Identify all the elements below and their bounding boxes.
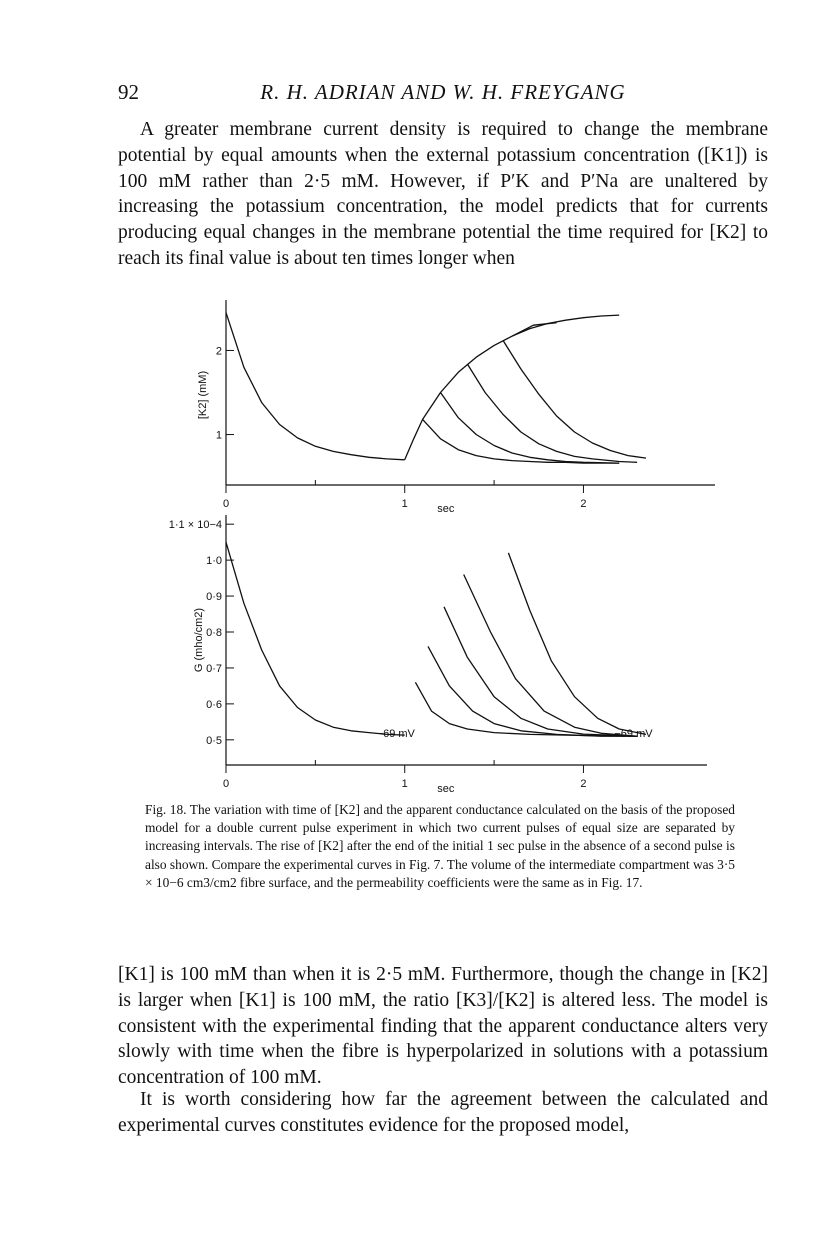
bottom-series-line — [226, 542, 405, 735]
figure-caption: Fig. 18. The variation with time of [K2] and the apparent conductance calculated on the basis of the proposed model for a double current pulse experiment in which two current pulses of equal size are separated by increasing intervals. The rise of [K2] after the end of the initial 1 sec pulse in the absence of a second pulse is also shown. Compare the experimental curves in Fig. 7. The volume of the intermediate compartment was 3·5 × 10−6 cm3/cm2 fibre surface, and the permeability coefficients were the same as in Fig. 17. — [145, 802, 735, 890]
top-x-tick-label: 1 — [401, 498, 408, 510]
bottom-y-tick-label: 1·1 × 10−4 — [168, 519, 222, 532]
figure-18 — [140, 295, 740, 795]
top-x-tick-label: 2 — [580, 498, 587, 510]
top-series-line — [503, 340, 646, 458]
page-number: 92 — [118, 80, 139, 104]
top-x-axis-label: sec — [437, 503, 455, 515]
bottom-y-axis-label: G (mho/cm2) — [193, 607, 205, 673]
figure-18-chart — [140, 295, 740, 795]
page-header — [118, 80, 768, 110]
top-series-line — [467, 364, 637, 462]
top-series-line — [405, 315, 620, 460]
bottom-series-line — [444, 607, 637, 736]
bottom-x-tick-label: 0 — [222, 778, 230, 790]
paragraph-1: A greater membrane current density is required to change the membrane potential by equal amounts when the external potassium concentration ([K1]) is 100 mM rather than 2·5 mM. However, if P′K and P′Na are unaltered by increasing the potassium concentration, the model predicts that for currents producing equal changes in the membrane potential the time required for [K2] to reach its final value is about ten times longer when — [118, 119, 768, 269]
bottom-x-tick-label: 1 — [401, 778, 408, 790]
bottom-y-tick-label: 0·7 — [206, 662, 222, 675]
bottom-y-tick-label: 0·5 — [206, 734, 222, 747]
bottom-series-line — [508, 553, 646, 735]
top-series-line — [226, 313, 405, 460]
running-title: R. H. ADRIAN AND W. H. FREYGANG — [260, 80, 626, 104]
top-series-line — [512, 323, 557, 337]
bottom-y-tick-label: 0·8 — [206, 627, 222, 639]
bottom-annotation: −69 mV — [614, 728, 653, 740]
paragraph-2: [K1] is 100 mM than when it is 2·5 mM. Furthermore, though the change in [K2] is larger when [K1] is 100 mM, the ratio [K3]/[K2] is altered less. The model is consistent with the experimental finding that the apparent conductance alters very slowly with time when the fibre is hyperpolarized in solutions with a potassium concentration of 100 mM. — [118, 964, 768, 1089]
bottom-y-tick-label: 0·9 — [206, 591, 222, 604]
bottom-y-tick-label: 1·0 — [206, 555, 222, 568]
top-y-tick-label: 1 — [215, 429, 222, 442]
bottom-annotation: −69 mV — [376, 728, 415, 740]
top-y-tick-label: 2 — [215, 345, 222, 358]
paragraph-3: It is worth considering how far the agreement between the calculated and experimental curves constitutes evidence for the proposed model, — [118, 1089, 768, 1136]
top-x-tick-label: 0 — [222, 498, 230, 510]
top-y-axis-label: [K2] (mM) — [197, 370, 209, 420]
bottom-series-line — [464, 575, 637, 737]
bottom-x-tick-label: 2 — [580, 778, 587, 790]
bottom-y-tick-label: 0·6 — [206, 698, 222, 711]
bottom-x-axis-label: sec — [437, 783, 455, 795]
